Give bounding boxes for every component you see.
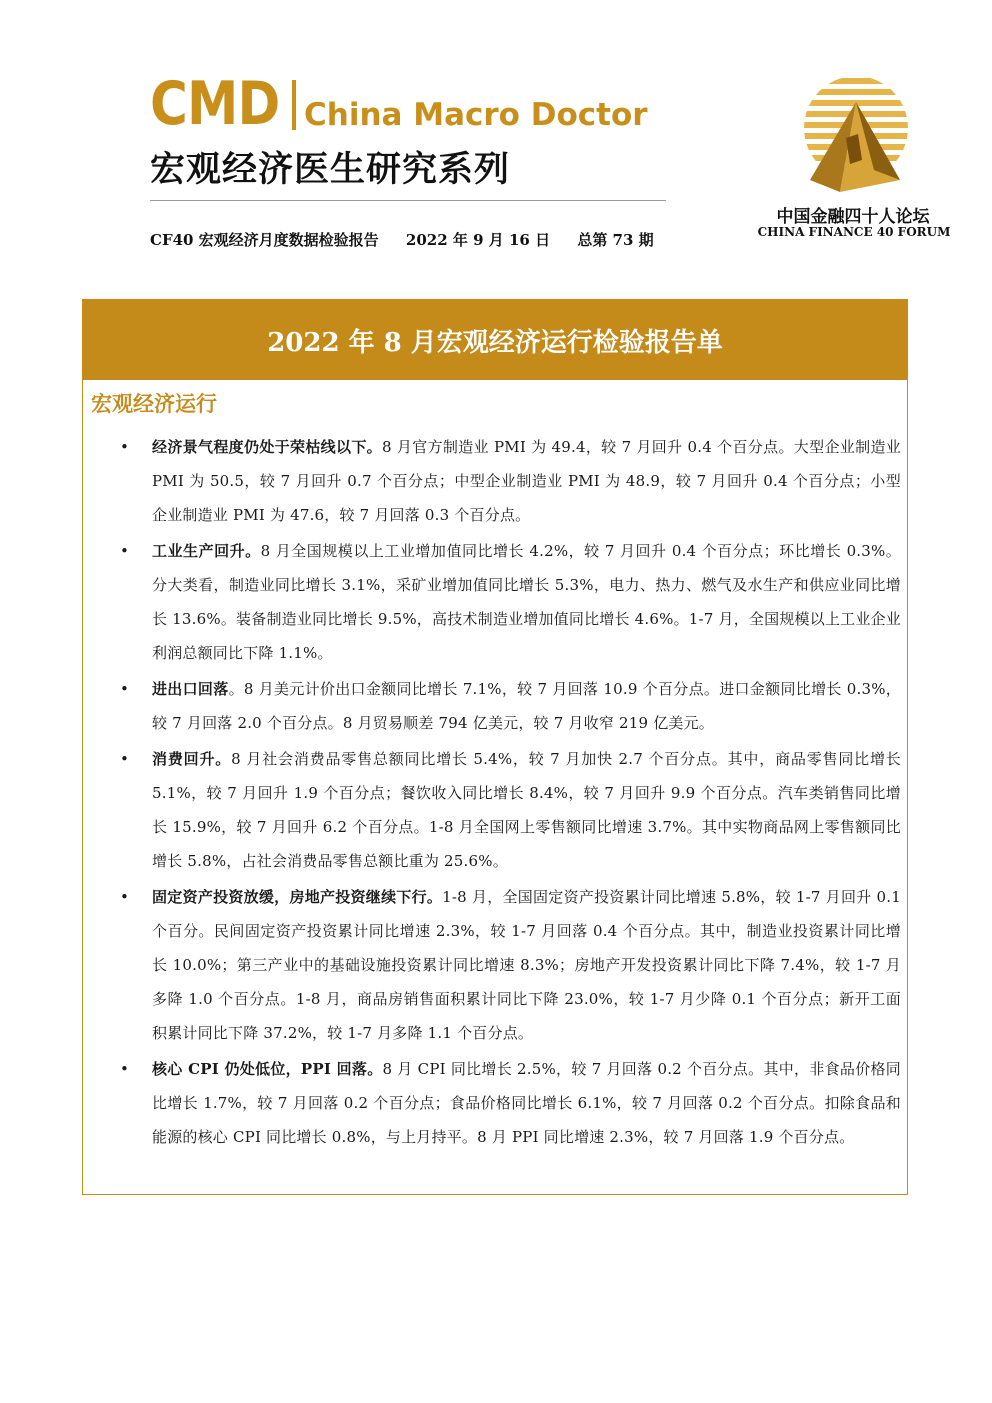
list-item <box>83 1052 909 1154</box>
report-card <box>82 299 908 1195</box>
item-body: 8 月社会消费品零售总额同比增长 5.4%，较 7 月加快 2.7 个百分点。其中，商品零售同比增长 5.1%，较 7 月回升 1.9 个百分点；餐饮收入同比增长 8.4%，较 7 月回升 9.9 个百分点。汽车类销售同比增长 15.9%，较 7 月回升 6.2 个百分点。1-8 月全国网上零售额同比增速 3.7%。其中实物商品网上零售额同比增长 5.8%，占社会消费品零售总额比重为 25.6%。 <box>152 750 901 870</box>
cmd-logo <box>150 69 648 139</box>
issue-number: 总第 73 期 <box>577 231 654 249</box>
forum-name-en: CHINA FINANCE 40 FORUM <box>757 225 951 239</box>
item-body: 。8 月美元计价出口金额同比增长 7.1%，较 7 月回落 10.9 个百分点。进口金额同比增长 0.3%，较 7 月回落 2.0 个百分点。8 月贸易顺差 794 亿美元，较 7 月收窄 219 亿美元。 <box>152 680 901 732</box>
forum-name-cn: 中国金融四十人论坛 <box>776 207 930 227</box>
item-body: 8 月全国规模以上工业增加值同比增长 4.2%，较 7 月回升 0.4 个百分点；环比增长 0.3%。分大类看，制造业同比增长 3.1%，采矿业增加值同比增长 5.3%，电力、热力、燃气及水生产和供应业同比增长 13.6%。装备制造业同比增长 9.5%，高技术制造业增加值同比增长 4.6%。1-7 月，全国规模以上工业企业利润总额同比下降 1.1%。 <box>152 542 901 662</box>
forum-pyramid-logo <box>800 76 912 194</box>
item-lead: 消费回升。 <box>152 750 232 768</box>
cmd-brand-mark: CMD <box>150 69 280 139</box>
item-lead: 进出口回落 <box>152 680 229 698</box>
bullet-icon: • <box>120 680 129 698</box>
series-title: 宏观经济医生研究系列 <box>150 150 511 190</box>
bullet-icon: • <box>120 1060 129 1078</box>
cmd-divider <box>292 80 296 130</box>
item-lead: 核心 CPI 仍处低位，PPI 回落。 <box>152 1060 383 1078</box>
item-lead: 经济景气程度仍处于荣枯线以下。 <box>152 438 383 456</box>
header-divider <box>150 200 666 201</box>
list-item <box>83 880 909 1050</box>
bullet-icon: • <box>120 750 129 768</box>
list-item <box>83 672 909 740</box>
list-item <box>83 742 909 878</box>
item-lead: 固定资产投资放缓，房地产投资继续下行。 <box>152 888 443 906</box>
section-heading: 宏观经济运行 <box>91 392 217 416</box>
list-item <box>83 534 909 670</box>
report-title: 2022 年 8 月宏观经济运行检验报告单 <box>83 300 907 380</box>
item-lead: 工业生产回升。 <box>152 542 261 560</box>
report-series-name: CF40 宏观经济月度数据检验报告 <box>150 231 379 249</box>
list-item <box>83 430 909 532</box>
item-body: 8 月官方制造业 PMI 为 49.4，较 7 月回升 0.4 个百分点。大型企业制造业 PMI 为 50.5，较 7 月回升 0.7 个百分点；中型企业制造业 PMI 为 48.9，较 7 月回升 0.4 个百分点；小型企业制造业 PMI 为 47.6，较 7 月回落 0.3 个百分点。 <box>152 438 901 524</box>
bullet-icon: • <box>120 438 129 456</box>
indicator-list <box>83 430 909 1156</box>
bullet-icon: • <box>120 542 129 560</box>
bullet-icon: • <box>120 888 129 906</box>
cmd-brand-full: China Macro Doctor <box>304 97 648 133</box>
issue-info <box>150 229 676 250</box>
item-body: 1-8 月，全国固定资产投资累计同比增速 5.8%，较 1-7 月回升 0.1 个百分。民间固定资产投资累计同比增速 2.3%，较 1-7 月回落 0.4 个百分点。其中，制造业投资累计同比增长 10.0%；第三产业中的基础设施投资累计同比增速 8.3%；房地产开发投资累计同比下降 7.4%，较 1-7 月多降 1.0 个百分点。1-8 月，商品房销售面积累计同比下降 23.0%，较 1-7 月少降 0.1 个百分点；新开工面积累计同比下降 37.2%，较 1-7 月多降 1.1 个百分点。 <box>152 888 901 1042</box>
item-body: 8 月 CPI 同比增长 2.5%，较 7 月回落 0.2 个百分点。其中，非食品价格同比增长 1.7%，较 7 月回落 0.2 个百分点；食品价格同比增长 6.1%，较 7 月回落 0.2 个百分点。扣除食品和能源的核心 CPI 同比增长 0.8%，与上月持平。8 月 PPI 同比增速 2.3%，较 7 月回落 1.9 个百分点。 <box>152 1060 901 1146</box>
issue-date: 2022 年 9 月 16 日 <box>405 231 551 249</box>
